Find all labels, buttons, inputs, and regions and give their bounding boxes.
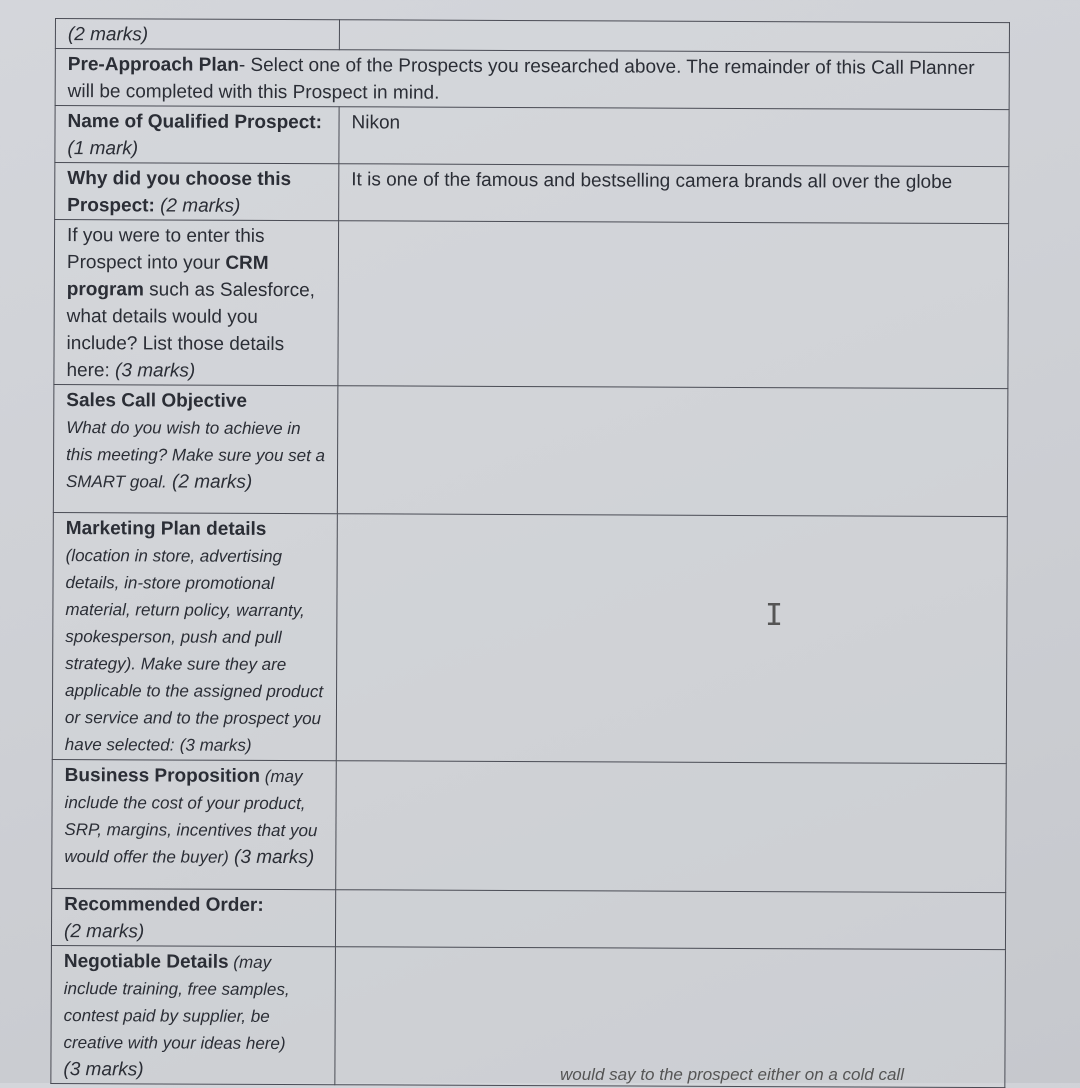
table-row xyxy=(52,512,1007,763)
marketing-plan-label xyxy=(52,512,337,760)
recommended-order-marks: (2 marks) xyxy=(63,921,145,943)
crm-details-marks: (3 marks) xyxy=(115,360,196,382)
call-planner-table xyxy=(50,18,1010,1088)
marketing-plan-marks: (3 marks) xyxy=(179,735,252,755)
crm-details-value[interactable] xyxy=(338,221,1009,389)
choose-reason-label xyxy=(55,163,339,221)
sales-call-objective-title: Sales Call Objective xyxy=(66,390,247,412)
crm-program-text: CRM program xyxy=(66,252,269,301)
table-row xyxy=(55,19,1009,53)
qualified-prospect-title: Name of Qualified Prospect: xyxy=(67,111,323,134)
pre-approach-plan-heading: Pre-Approach Plan xyxy=(67,54,239,76)
recommended-order-value[interactable] xyxy=(335,890,1005,950)
business-proposition-label xyxy=(52,759,337,889)
qualified-prospect-label xyxy=(55,106,339,164)
sales-call-objective-marks: (2 marks) xyxy=(171,471,253,493)
blank-cell[interactable] xyxy=(339,20,1009,53)
call-planner-form xyxy=(50,18,1010,1088)
recommended-order-label xyxy=(51,888,335,946)
choose-reason-value[interactable]: It is one of the famous and bestselling camera brands all over the globe xyxy=(339,164,1009,224)
negotiable-details-desc: (may include training, free samples, contest paid by supplier, be creative with your ideas here) xyxy=(63,952,290,1054)
text-cursor-icon: I xyxy=(765,598,784,633)
pre-approach-plan-cell xyxy=(55,49,1009,110)
business-proposition-value[interactable] xyxy=(336,761,1007,893)
choose-reason-marks: (2 marks) xyxy=(160,195,241,217)
table-row xyxy=(55,106,1009,167)
qualified-prospect-marks: (1 mark) xyxy=(67,138,139,160)
table-row xyxy=(52,759,1007,892)
table-row xyxy=(55,49,1009,110)
partial-next-row-text: would say to the prospect either on a cold call xyxy=(560,1065,904,1084)
crm-details-pre: If you were to enter this Prospect into your xyxy=(66,225,265,274)
marketing-plan-value[interactable] xyxy=(336,514,1007,764)
table-row xyxy=(55,163,1009,224)
qualified-prospect-value[interactable]: Nikon xyxy=(339,107,1009,167)
marketing-plan-desc: (location in store, advertising details, in-store promotional material, return policy, warranty, spokesperson, push and pull strategy). Make sure they are applicable to the assigned product or service and to the prospect you have selected: xyxy=(64,546,324,755)
sales-call-objective-label xyxy=(53,384,338,513)
business-proposition-title: Business Proposition xyxy=(64,765,261,787)
choose-reason-title: Why did you choose this Prospect: xyxy=(67,168,292,217)
recommended-order-title: Recommended Order: xyxy=(64,894,264,916)
marketing-plan-title: Marketing Plan details xyxy=(65,518,267,540)
pre-approach-plan-text: - Select one of the Prospects you researched above. The remainder of this Call Planner will be completed with this Prospect in mind. xyxy=(67,54,975,104)
sales-call-objective-value[interactable] xyxy=(337,386,1008,517)
marks-cell: (2 marks) xyxy=(55,19,339,50)
table-row xyxy=(53,384,1008,516)
negotiable-details-label xyxy=(51,945,336,1084)
negotiable-details-marks: (3 marks) xyxy=(63,1059,144,1081)
table-row xyxy=(51,888,1005,949)
negotiable-details-title: Negotiable Details xyxy=(63,951,229,973)
business-proposition-desc: (may include the cost of your product, SRP, margins, incentives that you would offer the buyer) xyxy=(64,766,318,867)
crm-details-label xyxy=(54,220,339,386)
sales-call-objective-desc: What do you wish to achieve in this meeting? Make sure you set a SMART goal. xyxy=(65,418,326,492)
business-proposition-marks: (3 marks) xyxy=(228,846,315,869)
crm-details-post: such as Salesforce, what details would you include? List those details here: xyxy=(66,279,316,382)
table-row xyxy=(54,220,1009,389)
